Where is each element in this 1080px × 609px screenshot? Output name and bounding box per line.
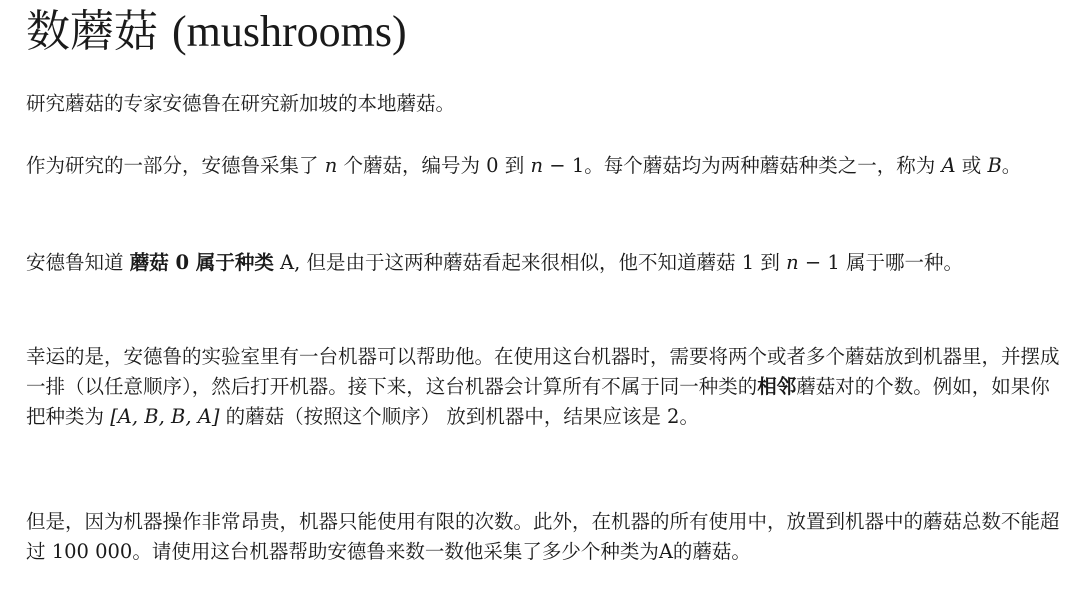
- math-n: n: [530, 154, 544, 177]
- math-minus: −: [543, 154, 572, 177]
- bold-text: 蘑菇 0 属于种类: [129, 251, 274, 274]
- text: 个蘑菇，编号为: [337, 154, 487, 177]
- text: 属于哪一种。: [839, 251, 964, 274]
- title-cjk: 数蘑菇: [26, 6, 158, 57]
- math-one: 1: [741, 251, 755, 274]
- math-minus: −: [798, 251, 828, 274]
- title-latin: (mushrooms): [172, 7, 407, 56]
- text: 安德鲁知道: [26, 251, 130, 274]
- math-B: B: [987, 154, 1002, 177]
- text: 或: [955, 154, 988, 177]
- math-sequence: [A, B, B, A]: [110, 405, 220, 428]
- text: 作为研究的一部分，安德鲁采集了: [26, 154, 325, 177]
- math-one: 1: [827, 251, 840, 274]
- text: 幸运的是，安德鲁的实验室里有一台机器可以帮助他。在使用这台机器时，需要将两个或者多个蘑菇放到机器里，并摆成一排（以任意顺序），然后打开机器。接下来，这台机器会计算所有不属于同一种类的: [26, 345, 1060, 398]
- text: 但是，因为机器操作非常昂贵，机器只能使用有限的次数。此外，在机器的所有使用中，放置到机器中的蘑菇总数不能超过: [26, 510, 1060, 563]
- text: 到: [754, 251, 787, 274]
- text: 。: [1001, 154, 1022, 177]
- math-two: 2: [667, 405, 680, 428]
- intro-text: 研究蘑菇的专家安德鲁在研究新加坡的本地蘑菇。: [26, 92, 456, 115]
- knowledge-paragraph: [26, 248, 1066, 278]
- text: 的蘑菇（按照这个顺序） 放到机器中，结果应该是: [219, 405, 668, 428]
- intro-paragraph: [26, 89, 1066, 119]
- math-n: n: [786, 251, 799, 274]
- text: 。: [679, 405, 699, 428]
- text: 。每个蘑菇均为两种蘑菇种类之一，称为: [584, 154, 942, 177]
- machine-paragraph: [26, 342, 1066, 432]
- math-zero: 0: [486, 154, 499, 177]
- text: A, 但是由于这两种蘑菇看起来很相似，他不知道蘑菇: [273, 251, 742, 274]
- text: 到: [498, 154, 531, 177]
- math-n: n: [324, 154, 338, 177]
- text: 。请使用这台机器帮助安德鲁来数一数他采集了多少个种类为A的蘑菇。: [132, 540, 751, 563]
- math-limit: 100 000: [51, 540, 133, 563]
- math-A: A: [941, 154, 956, 177]
- constraint-paragraph: [26, 507, 1066, 567]
- math-one: 1: [571, 154, 585, 177]
- bold-text: 相邻: [757, 375, 797, 398]
- page-title: [26, 4, 407, 60]
- problem-paragraph: [26, 151, 1066, 181]
- text: 蘑菇对的个数。例如，如果你把种类为: [26, 375, 1050, 428]
